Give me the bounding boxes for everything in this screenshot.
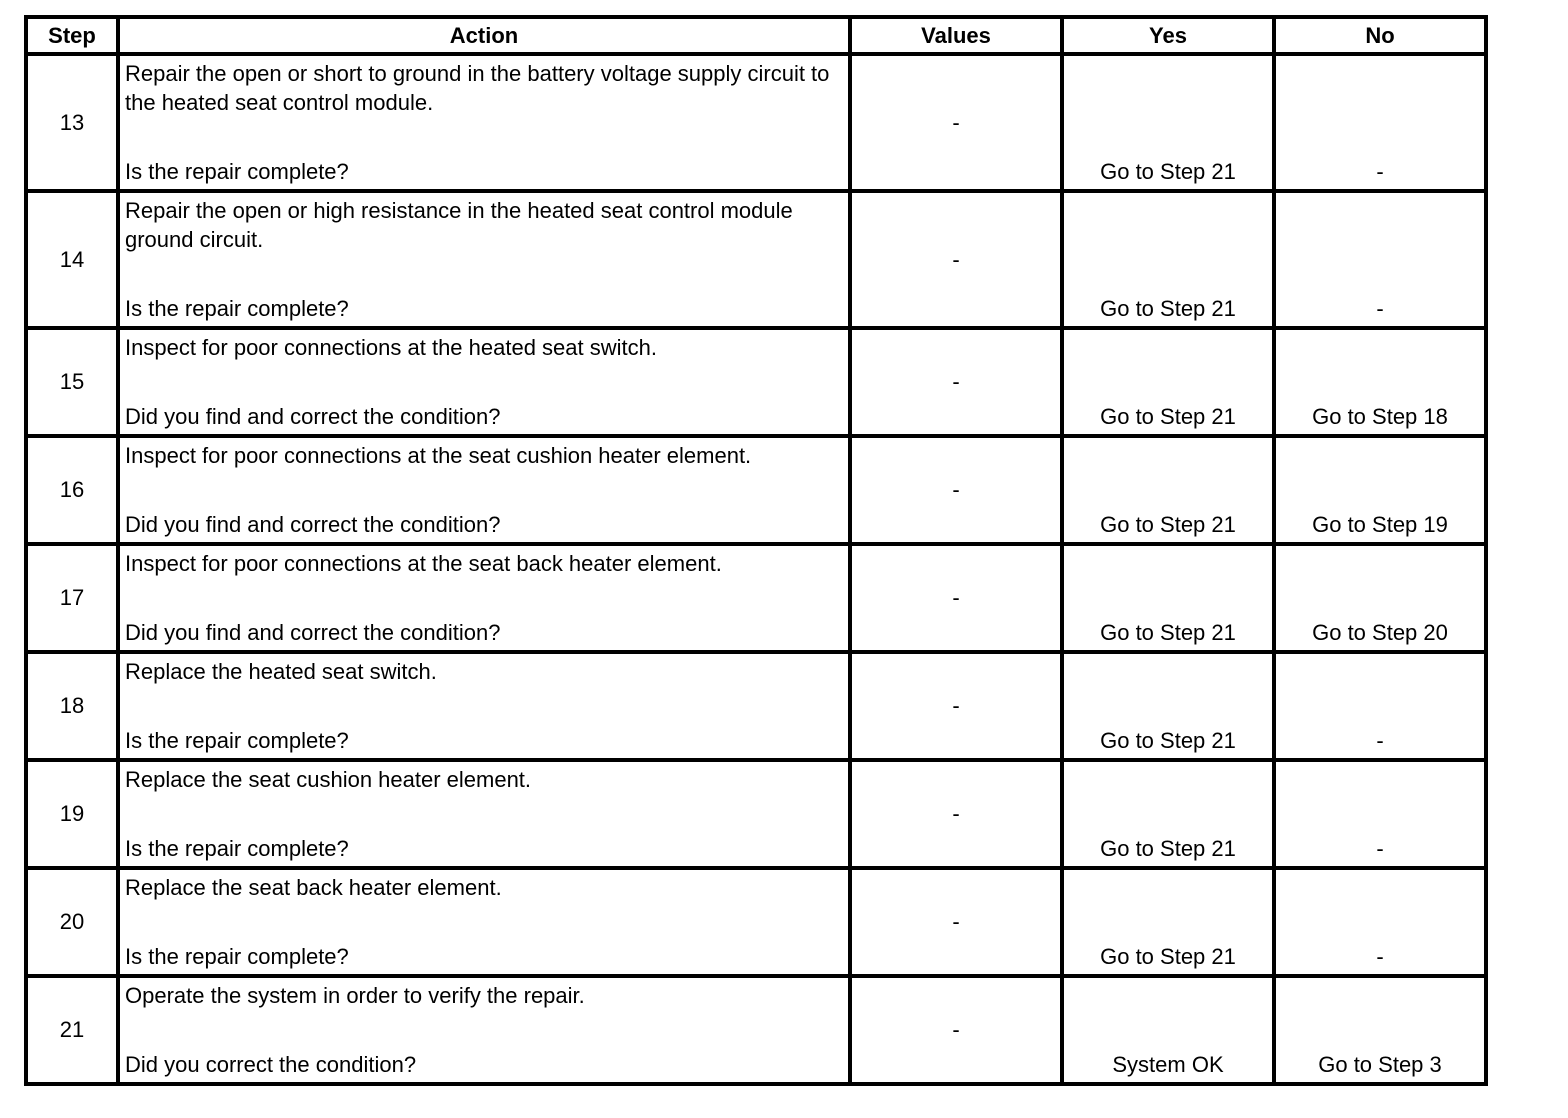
action-cell xyxy=(118,652,850,760)
action-cell xyxy=(118,868,850,976)
step-number: 17 xyxy=(26,544,118,652)
action-instruction: Operate the system in order to verify the repair. xyxy=(125,983,585,1008)
yes-cell: Go to Step 21 xyxy=(1062,191,1274,328)
action-instruction: Repair the open or high resistance in the heated seat control module ground circuit. xyxy=(125,198,793,252)
step-number: 14 xyxy=(26,191,118,328)
header-values: Values xyxy=(850,17,1062,54)
yes-cell: Go to Step 21 xyxy=(1062,544,1274,652)
action-instruction: Replace the seat cushion heater element. xyxy=(125,767,532,792)
action-instruction: Inspect for poor connections at the seat cushion heater element. xyxy=(125,443,752,468)
yes-cell: Go to Step 21 xyxy=(1062,760,1274,868)
action-cell xyxy=(118,328,850,436)
yes-cell: Go to Step 21 xyxy=(1062,868,1274,976)
no-cell: - xyxy=(1274,191,1486,328)
action-question: Did you correct the condition? xyxy=(125,1052,417,1077)
values-cell: - xyxy=(850,54,1062,191)
values-cell: - xyxy=(850,328,1062,436)
yes-cell: Go to Step 21 xyxy=(1062,328,1274,436)
no-cell: Go to Step 20 xyxy=(1274,544,1486,652)
action-instruction: Inspect for poor connections at the heated seat switch. xyxy=(125,335,657,360)
step-number: 16 xyxy=(26,436,118,544)
action-question: Did you find and correct the condition? xyxy=(125,512,501,537)
table-row xyxy=(26,328,1486,436)
no-cell: Go to Step 18 xyxy=(1274,328,1486,436)
action-instruction: Replace the heated seat switch. xyxy=(125,659,437,684)
action-question: Is the repair complete? xyxy=(125,728,349,753)
yes-cell: System OK xyxy=(1062,976,1274,1084)
table-row xyxy=(26,652,1486,760)
table-row xyxy=(26,191,1486,328)
action-question: Did you find and correct the condition? xyxy=(125,404,501,429)
header-no: No xyxy=(1274,17,1486,54)
action-cell xyxy=(118,436,850,544)
values-cell: - xyxy=(850,868,1062,976)
action-cell xyxy=(118,544,850,652)
action-cell xyxy=(118,760,850,868)
table-header xyxy=(26,17,1486,54)
header-row xyxy=(26,17,1486,54)
step-number: 13 xyxy=(26,54,118,191)
step-number: 18 xyxy=(26,652,118,760)
no-cell: Go to Step 3 xyxy=(1274,976,1486,1084)
header-yes: Yes xyxy=(1062,17,1274,54)
table-row xyxy=(26,544,1486,652)
step-number: 20 xyxy=(26,868,118,976)
action-question: Is the repair complete? xyxy=(125,944,349,969)
no-cell: - xyxy=(1274,54,1486,191)
table-row xyxy=(26,436,1486,544)
step-number: 19 xyxy=(26,760,118,868)
values-cell: - xyxy=(850,760,1062,868)
action-question: Is the repair complete? xyxy=(125,836,349,861)
diagnostic-table xyxy=(24,15,1488,1086)
action-cell xyxy=(118,976,850,1084)
table-body xyxy=(26,54,1486,1084)
action-instruction: Replace the seat back heater element. xyxy=(125,875,502,900)
no-cell: - xyxy=(1274,652,1486,760)
values-cell: - xyxy=(850,976,1062,1084)
action-question: Is the repair complete? xyxy=(125,296,349,321)
header-step: Step xyxy=(26,17,118,54)
values-cell: - xyxy=(850,436,1062,544)
no-cell: - xyxy=(1274,868,1486,976)
table-row xyxy=(26,976,1486,1084)
action-instruction: Inspect for poor connections at the seat back heater element. xyxy=(125,551,722,576)
action-question: Is the repair complete? xyxy=(125,159,349,184)
values-cell: - xyxy=(850,544,1062,652)
table-row xyxy=(26,54,1486,191)
yes-cell: Go to Step 21 xyxy=(1062,652,1274,760)
action-cell xyxy=(118,54,850,191)
action-question: Did you find and correct the condition? xyxy=(125,620,501,645)
step-number: 21 xyxy=(26,976,118,1084)
no-cell: - xyxy=(1274,760,1486,868)
values-cell: - xyxy=(850,191,1062,328)
action-cell xyxy=(118,191,850,328)
yes-cell: Go to Step 21 xyxy=(1062,54,1274,191)
values-cell: - xyxy=(850,652,1062,760)
header-action: Action xyxy=(118,17,850,54)
table-row xyxy=(26,868,1486,976)
step-number: 15 xyxy=(26,328,118,436)
table-row xyxy=(26,760,1486,868)
no-cell: Go to Step 19 xyxy=(1274,436,1486,544)
yes-cell: Go to Step 21 xyxy=(1062,436,1274,544)
action-instruction: Repair the open or short to ground in the battery voltage supply circuit to the heated seat control module. xyxy=(125,61,830,115)
